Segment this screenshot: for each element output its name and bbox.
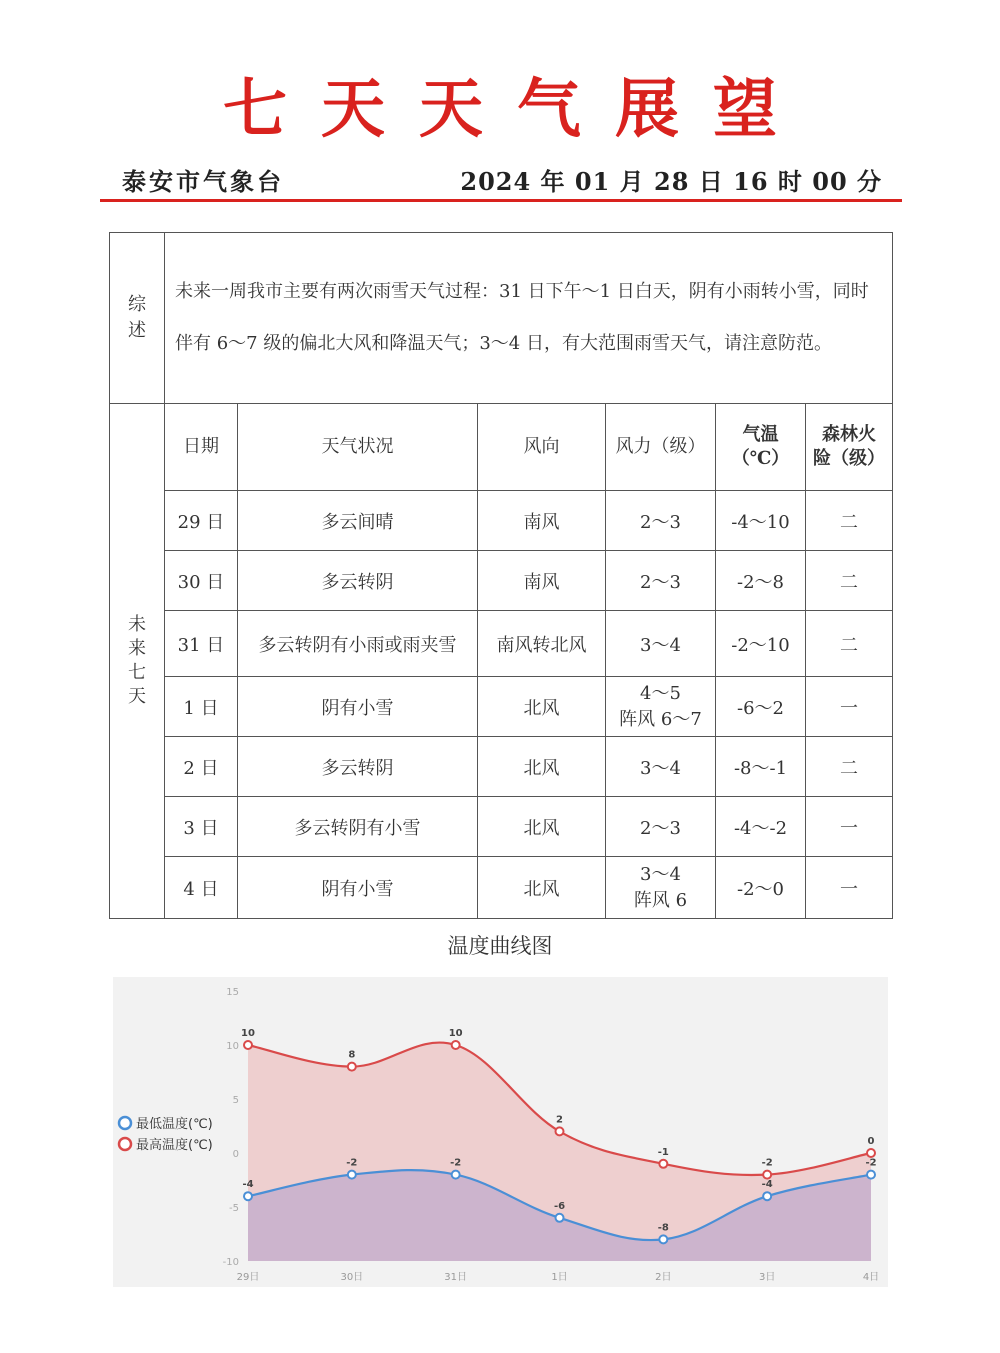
- data-point: [556, 1214, 564, 1222]
- cell-wind-force: 3～4: [606, 737, 716, 797]
- data-point: [867, 1171, 875, 1179]
- data-label: -2: [761, 1157, 773, 1169]
- table-row: [110, 857, 893, 919]
- data-point: [348, 1063, 356, 1071]
- data-label: -2: [346, 1157, 358, 1169]
- col-header-fire-risk: 森林火 险（级）: [806, 404, 893, 491]
- cell-date: 30 日: [165, 551, 238, 611]
- cell-fire-risk: 二: [806, 737, 893, 797]
- header-divider: [100, 199, 902, 202]
- cell-temperature: -6～2: [716, 677, 806, 737]
- cell-weather: 多云转阴: [238, 737, 478, 797]
- cell-fire-risk: 一: [806, 677, 893, 737]
- table-header-row: [110, 404, 893, 491]
- cell-weather: 阴有小雪: [238, 857, 478, 919]
- cell-fire-risk: 一: [806, 797, 893, 857]
- legend-label: 最低温度(℃): [136, 1117, 213, 1132]
- data-point: [867, 1149, 875, 1157]
- cell-temperature: -2～10: [716, 611, 806, 677]
- data-point: [659, 1160, 667, 1168]
- x-tick-label: 29日: [236, 1272, 260, 1283]
- cell-wind-direction: 北风: [478, 737, 606, 797]
- y-tick-label: 10: [226, 1041, 239, 1052]
- cell-wind-force: 3～4: [606, 611, 716, 677]
- cell-wind-force: 2～3: [606, 797, 716, 857]
- issue-time: 2024 年 01 月 28 日 16 时 00 分: [460, 167, 882, 196]
- forecast-table: [109, 232, 893, 919]
- cell-fire-risk: 二: [806, 551, 893, 611]
- chart-title: 温度曲线图: [447, 934, 553, 958]
- cell-weather: 多云转阴有小雪: [238, 797, 478, 857]
- x-tick-label: 3日: [758, 1272, 776, 1283]
- temperature-chart-svg: [113, 977, 888, 1287]
- col-header-date: 日期: [165, 404, 238, 491]
- cell-temperature: -2～8: [716, 551, 806, 611]
- legend-marker: [119, 1138, 131, 1150]
- temperature-chart: [113, 977, 888, 1287]
- summary-label: 综 述: [110, 233, 165, 404]
- col-header-weather: 天气状况: [238, 404, 478, 491]
- x-tick-label: 30日: [340, 1272, 364, 1283]
- cell-date: 29 日: [165, 491, 238, 551]
- data-label: 0: [867, 1136, 875, 1147]
- cell-fire-risk: 一: [806, 857, 893, 919]
- data-point: [556, 1127, 564, 1135]
- data-point: [452, 1171, 460, 1179]
- x-tick-label: 4日: [862, 1272, 880, 1283]
- legend-marker: [119, 1117, 131, 1129]
- y-tick-label: -5: [229, 1203, 239, 1214]
- cell-date: 2 日: [165, 737, 238, 797]
- data-label: -6: [553, 1200, 566, 1212]
- cell-weather: 多云转阴有小雨或雨夹雪: [238, 611, 478, 677]
- y-tick-label: 15: [226, 987, 239, 998]
- data-point: [763, 1192, 771, 1200]
- cell-wind-force: 3～4 阵风 6: [606, 857, 716, 919]
- table-row: [110, 611, 893, 677]
- table-row: [110, 551, 893, 611]
- cell-weather: 阴有小雪: [238, 677, 478, 737]
- data-point: [244, 1192, 252, 1200]
- cell-temperature: -2～0: [716, 857, 806, 919]
- cell-wind-force: 4～5 阵风 6～7: [606, 677, 716, 737]
- data-label: 2: [556, 1114, 563, 1126]
- issuer-name: 泰安市气象台: [122, 167, 284, 196]
- table-row: [110, 491, 893, 551]
- y-tick-label: -10: [222, 1257, 239, 1268]
- data-label: 10: [241, 1028, 255, 1039]
- cell-temperature: -8～-1: [716, 737, 806, 797]
- cell-date: 31 日: [165, 611, 238, 677]
- data-label: -8: [657, 1222, 669, 1234]
- col-header-temperature: 气温 （℃）: [716, 404, 806, 491]
- x-tick-label: 2日: [655, 1272, 672, 1283]
- data-point: [452, 1041, 460, 1049]
- forecast-label: 未 来 七 天: [110, 404, 165, 919]
- legend-label: 最高温度(℃): [136, 1138, 213, 1153]
- cell-wind-direction: 南风转北风: [478, 611, 606, 677]
- cell-wind-force: 2～3: [606, 551, 716, 611]
- cell-wind-direction: 南风: [478, 551, 606, 611]
- y-tick-label: 0: [232, 1149, 239, 1160]
- data-label: 10: [448, 1028, 463, 1039]
- cell-fire-risk: 二: [806, 611, 893, 677]
- cell-temperature: -4～-2: [716, 797, 806, 857]
- table-row: [110, 677, 893, 737]
- y-tick-label: 5: [232, 1095, 239, 1106]
- cell-wind-force: 2～3: [606, 491, 716, 551]
- table-row: [110, 797, 893, 857]
- cell-wind-direction: 南风: [478, 491, 606, 551]
- cell-temperature: -4～10: [716, 491, 806, 551]
- x-tick-label: 31日: [444, 1272, 468, 1283]
- data-label: -4: [242, 1179, 254, 1191]
- data-point: [763, 1171, 771, 1179]
- data-label: -1: [657, 1146, 669, 1158]
- cell-date: 1 日: [165, 677, 238, 737]
- data-point: [348, 1171, 356, 1179]
- cell-date: 3 日: [165, 797, 238, 857]
- col-header-wind-force: 风力（级）: [606, 404, 716, 491]
- page-title: 七天天气展望: [223, 72, 811, 147]
- data-label: -2: [865, 1157, 877, 1169]
- table-row: [110, 737, 893, 797]
- col-header-wind-direction: 风向: [478, 404, 606, 491]
- cell-wind-direction: 北风: [478, 677, 606, 737]
- summary-text: 未来一周我市主要有两次雨雪天气过程：31 日下午～1 日白天，阴有小雨转小雪，同时伴有 6～7 级的偏北大风和降温天气；3～4 日，有大范围雨雪天气，请注意防范。: [165, 233, 893, 404]
- cell-wind-direction: 北风: [478, 857, 606, 919]
- data-label: 8: [348, 1049, 356, 1061]
- data-label: -2: [450, 1157, 462, 1169]
- cell-wind-direction: 北风: [478, 797, 606, 857]
- data-label: -4: [761, 1179, 773, 1191]
- cell-weather: 多云转阴: [238, 551, 478, 611]
- cell-date: 4 日: [165, 857, 238, 919]
- cell-weather: 多云间晴: [238, 491, 478, 551]
- x-tick-label: 1日: [551, 1272, 568, 1283]
- data-point: [659, 1235, 667, 1243]
- data-point: [244, 1041, 252, 1049]
- cell-fire-risk: 二: [806, 491, 893, 551]
